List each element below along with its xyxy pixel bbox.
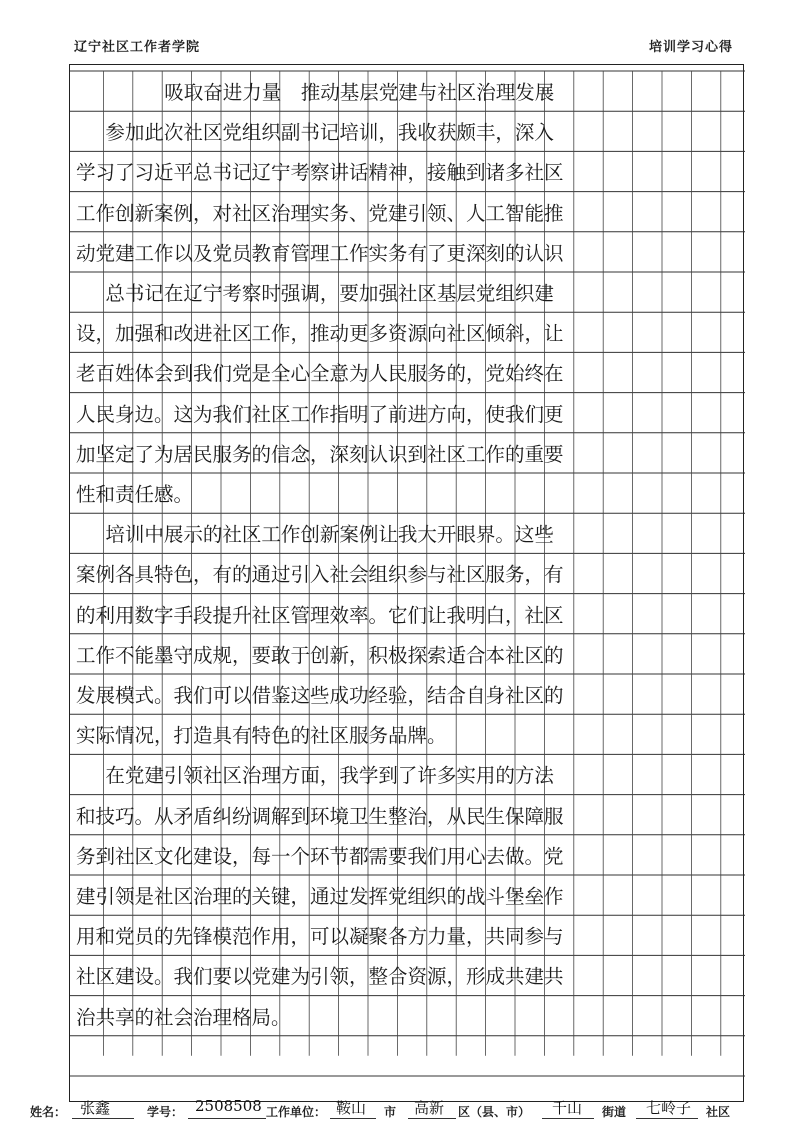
- essay-line-text: 加坚定了为居民服务的信念，深刻认识到社区工作的重要: [76, 442, 564, 466]
- essay-line: [70, 151, 745, 191]
- city-underline: [330, 1118, 376, 1119]
- essay-line-text: 和技巧。从矛盾纠纷调解到环境卫生整治，从民生保障服: [76, 804, 564, 828]
- district-underline: [408, 1118, 456, 1119]
- student-info-footer: [30, 1097, 770, 1123]
- essay-line: [70, 674, 745, 714]
- essay-line-text: 学习了习近平总书记辽宁考察讲话精神，接触到诸多社区: [76, 161, 564, 185]
- essay-line-text: 的利用数字手段提升社区管理效率。它们让我明白，社区: [76, 603, 564, 627]
- essay-line-text: 培训中展示的社区工作创新案例让我大开眼界。这些: [105, 523, 554, 547]
- essay-line: [70, 594, 745, 634]
- essay-line-text: 建引领是社区治理的关键，通过发挥党组织的战斗堡垒作: [76, 885, 564, 908]
- essay-grid-paper: [69, 64, 744, 1102]
- essay-line: [70, 192, 745, 232]
- essay-line: [70, 513, 745, 553]
- essay-line-text: 吸取奋进力量 推动基层党建与社区治理发展: [164, 81, 555, 104]
- essay-line: [70, 232, 745, 272]
- id-label: 学号：: [147, 1105, 184, 1119]
- essay-line: [70, 996, 745, 1036]
- essay-line-text: 性和责任感。: [76, 483, 194, 506]
- essay-line: [70, 754, 745, 794]
- name-label: 姓名：: [30, 1105, 67, 1119]
- essay-line: [70, 433, 745, 473]
- street-value: 千山: [552, 1099, 583, 1117]
- essay-line: [70, 312, 745, 352]
- essay-line-text: 社区建设。我们要以党建为引领，整合资源，形成共建共: [76, 965, 564, 989]
- essay-line: [70, 393, 745, 433]
- essay-line: [70, 875, 745, 915]
- unit-label: 工作单位：: [266, 1105, 327, 1119]
- city-value: 鞍山: [336, 1099, 367, 1117]
- essay-line-text: 工作不能墨守成规，要敢于创新，积极探索适合本社区的: [76, 643, 564, 667]
- street-underline: [542, 1118, 594, 1119]
- name-value: 张鑫: [80, 1099, 111, 1117]
- essay-line-text: 治共享的社会治理格局。: [76, 1005, 291, 1029]
- essay-line-text: 务到社区文化建设，每一个环节都需要我们用心去做。党: [76, 844, 564, 868]
- essay-line-text: 案例各具特色，有的通过引入社会组织参与社区服务，有: [76, 563, 564, 587]
- essay-line: [70, 714, 745, 754]
- community-label: 社区: [706, 1105, 731, 1119]
- essay-line: [70, 473, 745, 513]
- name-underline: [72, 1118, 134, 1119]
- essay-line: [70, 795, 745, 835]
- essay-line: [70, 272, 745, 312]
- header-doc-type: 培训学习心得: [648, 40, 733, 55]
- essay-line-text: 参加此次社区党组织副书记培训，我收获颇丰，深入: [105, 121, 554, 145]
- essay-line-text: 在党建引领社区治理方面，我学到了许多实用的方法: [105, 764, 554, 788]
- essay-line-text: 人民身边。这为我们社区工作指明了前进方向，使我们更: [76, 402, 564, 426]
- id-value: 2508508: [195, 1097, 262, 1115]
- city-label: 市: [384, 1105, 397, 1119]
- essay-line-text: 发展模式。我们可以借鉴这些成功经验，结合自身社区的: [76, 684, 564, 707]
- essay-line: [70, 915, 745, 955]
- community-value: 七岭子: [646, 1099, 692, 1117]
- essay-line-text: 动党建工作以及党员教育管理工作实务有了更深刻的认识: [76, 241, 564, 265]
- essay-line-text: 总书记在辽宁考察时强调，要加强社区基层党组织建: [105, 282, 554, 305]
- essay-line-text: 实际情况，打造具有特色的社区服务品牌。: [76, 724, 447, 748]
- essay-line: [70, 71, 745, 111]
- essay-line-text: 工作创新案例，对社区治理实务、党建引领、人工智能推: [76, 201, 564, 225]
- district-label: 区（县、市）: [458, 1105, 531, 1119]
- essay-line-text: 设，加强和改进社区工作，推动更多资源向社区倾斜，让: [76, 322, 564, 346]
- essay-line: [70, 634, 745, 674]
- essay-line: [70, 553, 745, 593]
- street-label: 街道: [602, 1105, 627, 1119]
- id-underline: [188, 1118, 266, 1119]
- essay-line: [70, 352, 745, 392]
- header-institution: 辽宁社区工作者学院: [74, 40, 201, 55]
- essay-line: [70, 111, 745, 151]
- essay-line: [70, 955, 745, 995]
- community-underline: [636, 1118, 698, 1119]
- essay-line: [70, 835, 745, 875]
- district-value: 高新: [414, 1099, 445, 1117]
- essay-line-text: 用和党员的先锋模范作用，可以凝聚各方力量，共同参与: [76, 925, 564, 949]
- essay-line-text: 老百姓体会到我们党是全心全意为人民服务的，党始终在: [76, 362, 564, 386]
